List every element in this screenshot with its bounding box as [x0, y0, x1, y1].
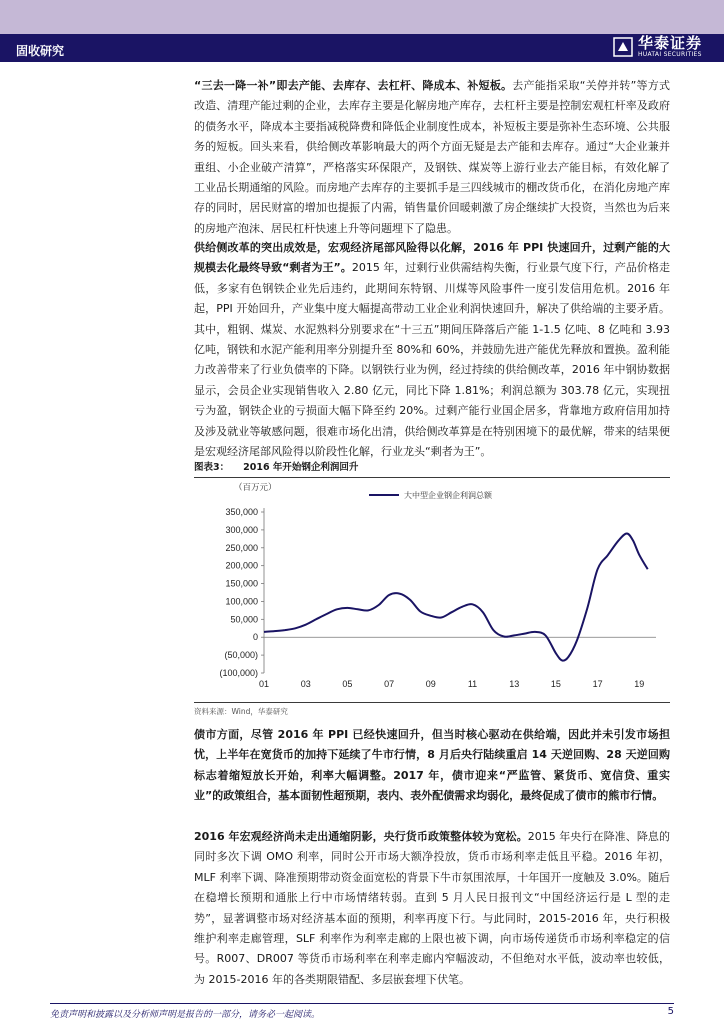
figure-caption — [194, 459, 670, 478]
y-tick-label: 50,000 — [230, 614, 258, 625]
x-tick-label: 07 — [384, 679, 395, 689]
y-tick-label: 350,000 — [225, 507, 258, 517]
y-tick-label: (100,000) — [219, 668, 258, 678]
paragraph-body: 2015 年，过剩行业供需结构失衡，行业景气度下行，产品价格走低，多家有色钢铁企业先后违约，此期间东特钢、川煤等风险事件一度引发信用危机。2016 年起，PPI 开始回升，产业集中度大幅提高带动工业企业利润快速回升，解决了供给端的主要矛盾。其中，粗钢、煤炭、水泥熟料分别要求在“十三五”期间压降落后产能 1-1.5 亿吨、8 亿吨和 3.93 亿吨，钢铁和水泥产能利用率分别提升至 80%和 60%，并鼓励先进产能优先释放和置换。盈利能力改善带来了行业负债率的下降。以钢铁行业为例，经过持续的供给侧改革，2016 年中钢协数据显示，会员企业实现销售收入 2.80 亿元，同比下降 1.81%；利润总额为 303.78 亿元，实现扭亏为盈，钢铁企业的亏损面大幅下降至约 20%。过剩产能行业国企居多，背靠地方政府信用加持及涉及就业等敏感问题，很难市场化出清，供给侧改革算是在特别困境下的最优解，带来的结果便是宏观经济尾部风险得以阶段性化解，行业龙头“剩者为王”。 — [194, 261, 670, 459]
x-tick-label: 13 — [509, 679, 520, 689]
paragraph-body: 2015 年央行在降准、降息的同时多次下调 OMO 利率，同时公开市场大额净投放，货币市场利率走低且平稳。2016 年初，MLF 利率下调、降准预期带动资金面宽松的背景下牛市氛围浓厚，十年国开一度触及 3.0%。随后在稳增长预期和通胀上行中市场情绪转弱。直到 5 月人民日报刊文“中国经济运行是 L 型的走势”，显著调整市场对经济基本面的预期，利率再度下行。与此同时，2015-2016 年，央行积极维护利率走廊管理，SLF 利率作为利率走廊的上限也被下调，向市场传递货币市场利率稳定的信号。R007、DR007 等货币市场利率在利率走廊内窄幅波动，不但绝对水平低，波动率也较低，为 2015-2016 年的各类期限错配、多层嵌套埋下伏笔。 — [194, 830, 670, 986]
paragraph-bond-market — [194, 725, 670, 807]
paragraph-lead: 债市方面，尽管 2016 年 PPI 已经快速回升，但当时核心驱动在供给端，因此并未引发市场担忧，上半年在宽货币的加持下延续了牛市行情，8 月后央行陆续重启 14 天逆回购、28 天逆回购标志着缩短放长开始，利率大幅调整。2017 年，债市迎来“严监管、紧货币、宽信贷、重实业”的政策组合，基本面韧性超预期，表内、表外配债需求均弱化，最终促成了债市的熊市行情。 — [194, 728, 670, 803]
x-tick-label: 19 — [634, 679, 645, 689]
y-tick-label: (50,000) — [224, 650, 258, 661]
y-tick-label: 200,000 — [225, 560, 258, 571]
y-tick-label: 250,000 — [225, 542, 258, 553]
y-unit-label: （百万元） — [234, 483, 277, 493]
paragraph-lead: 供给侧改革的突出成效是，宏观经济尾部风险得以化解，2016 年 PPI 快速回升，过剩产能的大规模去化最终导致“剩者为王”。 — [194, 241, 670, 275]
paragraph-supply-side-definition — [194, 76, 670, 239]
logo-mark-icon — [613, 37, 633, 57]
section-label: 固收研究 — [16, 44, 65, 58]
figure-source: 资料来源：Wind，华泰研究 — [194, 702, 670, 717]
paragraph-body: 去产能指采取“关停并转”等方式改造、清理产能过剩的企业，去库存主要是化解房地产库存，去杠杆主要是控制宏观杠杆率及政府的债务水平，降成本主要指减税降费和降低企业制度性成本，补短板主要是弥补生态环境、公共服务的短板。回头来看，供给侧改革影响最大的两个方面无疑是去产能和去库存。通过“大企业兼并重组、小企业破产清算”，严格落实环保限产，及钢铁、煤炭等上游行业去产能目标，有效化解了工业品长期通缩的风险。而房地产去库存的主要抓手是三四线城市的棚改货币化，在消化房地产库存的同时，居民财富的增加也提振了内需，销售量价回暖刺激了房企继续扩大投资，当然也为后来的房地产泡沫、居民杠杆快速上升等问题埋下了隐患。 — [194, 79, 670, 235]
x-tick-label: 09 — [425, 679, 436, 689]
paragraph-supply-side-results — [194, 238, 670, 462]
x-tick-label: 03 — [300, 679, 311, 689]
company-logo — [613, 35, 702, 58]
y-tick-label: 300,000 — [225, 524, 258, 535]
y-tick-label: 150,000 — [225, 578, 258, 589]
paragraph-lead: “三去一降一补”即去产能、去库存、去杠杆、降成本、补短板。 — [194, 79, 513, 92]
page-number: 5 — [667, 1006, 674, 1017]
logo-name-en: HUATAI SECURITIES — [637, 51, 702, 58]
legend-label: 大中型企业钢企利润总额 — [404, 491, 492, 500]
figure-title: 2016 年开始钢企利润回升 — [243, 462, 359, 473]
x-tick-label: 11 — [467, 679, 478, 689]
footer-disclaimer: 免责声明和披露以及分析师声明是报告的一部分，请务必一起阅读。 — [50, 1010, 321, 1020]
figure-label: 图表3： — [194, 462, 230, 473]
footer-divider — [50, 1003, 674, 1004]
y-tick-label: 0 — [252, 632, 258, 643]
paragraph-monetary-policy — [194, 827, 670, 990]
series-line-steel-profit — [264, 534, 648, 661]
x-tick-label: 15 — [550, 679, 561, 689]
paragraph-lead: 2016 年宏观经济尚未走出通缩阴影，央行货币政策整体较为宽松。 — [194, 830, 528, 843]
x-tick-label: 17 — [592, 679, 603, 689]
logo-name-cn: 华泰证券 — [637, 34, 702, 52]
x-tick-label: 01 — [258, 679, 270, 689]
y-tick-label: 100,000 — [225, 596, 258, 607]
x-tick-label: 05 — [342, 679, 353, 689]
profit-line-chart — [194, 477, 670, 699]
